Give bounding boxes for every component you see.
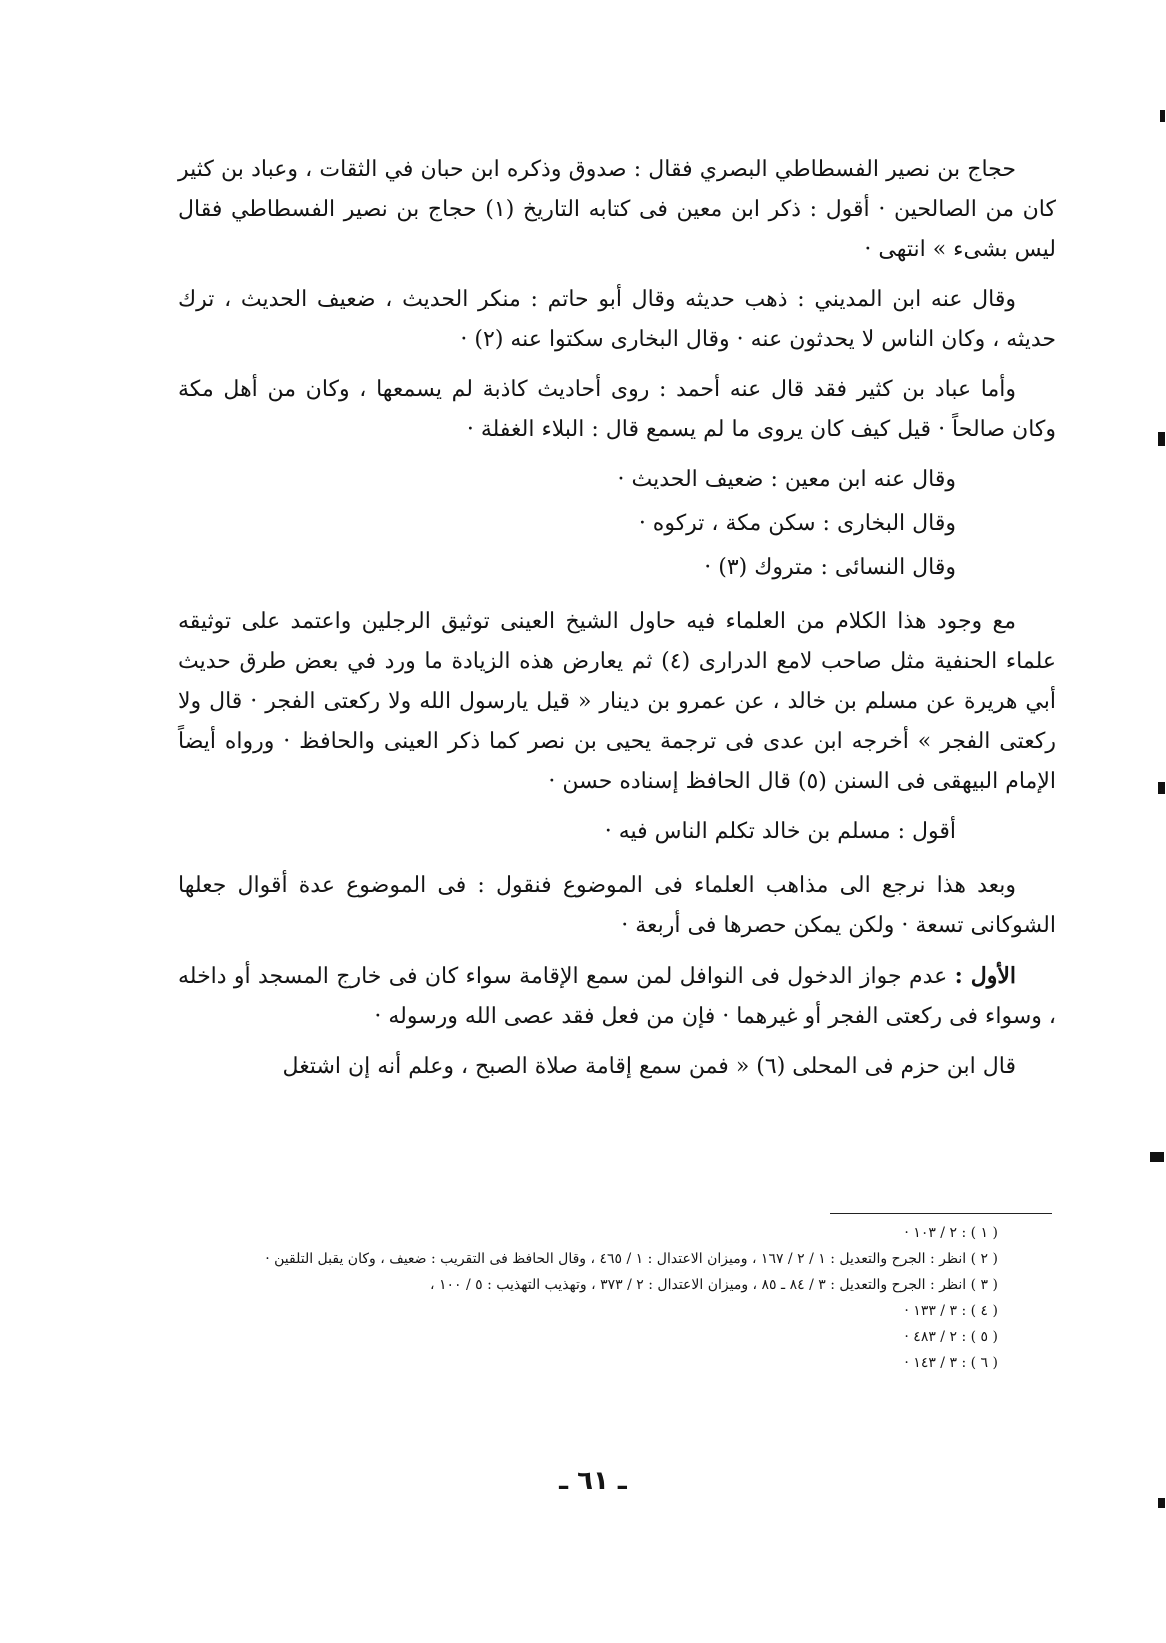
scan-mark: [1158, 1498, 1165, 1508]
paragraph-muslim-bin-khalid: أقول : مسلم بن خالد تكلم الناس فيه ·: [604, 819, 956, 844]
footnote-1: ( ١ ) : ٢ / ١٠٣ ·: [904, 1225, 998, 1241]
paragraph-first-opinion: [178, 956, 1056, 1037]
footnote-divider: [830, 1213, 1052, 1214]
footnote-2: ( ٢ ) انظر : الجرح والتعديل : ١ / ٢ / ١٦٧ ، وميزان الاعتدال : ١ / ٤٦٥ ، وقال الحافظ فى التقريب : ضعيف ، وكان يقبل التلقين ·: [265, 1251, 998, 1267]
paragraph-abbad: وأما عباد بن كثير فقد قال عنه أحمد : روى أحاديث كاذبة لم يسمعها ، وكان من أهل مكة وكان صالحاً · قيل كيف كان يروى ما لم يسمع قال : البلاء الغفلة ·: [178, 377, 1056, 442]
main-text: [178, 150, 1056, 1097]
footnote-4: ( ٤ ) : ٣ / ١٣٣ ·: [904, 1303, 998, 1319]
first-opinion-label: الأول :: [954, 963, 1016, 989]
footnote-5: ( ٥ ) : ٢ / ٤٨٣ ·: [904, 1329, 998, 1345]
paragraph-madhahib: وبعد هذا نرجع الى مذاهب العلماء فى الموضوع فنقول : فى الموضوع عدة أقوال جعلها الشوكانى تسعة · ولكن يمكن حصرها فى أربعة ·: [178, 873, 1056, 938]
page-number: ـ ٦١ ـ: [559, 1466, 627, 1496]
paragraph-ibn-madini: وقال عنه ابن المديني : ذهب حديثه وقال أبو حاتم : منكر الحديث ، ضعيف الحديث ، ترك حديثه ، وكان الناس لا يحدثون عنه · وقال البخارى سكتوا عنه (٢) ·: [178, 287, 1056, 352]
paragraph-aini: مع وجود هذا الكلام من العلماء فيه حاول الشيخ العينى توثيق الرجلين واعتمد على توثيقه علماء الحنفية مثل صاحب لامع الدرارى (٤) ثم يعارض هذه الزيادة ما ورد في بعض طرق حديث أبي هريرة عن مسلم بن خالد ، عن عمرو بن دينار « قيل يارسول الله ولا ركعتى الفجر · قال ولا ركعتى الفجر » أخرجه ابن عدى فى ترجمة يحيى بن نصر كما ذكر العينى والحافظ · ورواه أيضاً الإمام البيهقى فى السنن (٥) قال الحافظ إسناده حسن ·: [178, 609, 1057, 794]
paragraph-ibn-maeen: وقال عنه ابن معين : ضعيف الحديث ·: [617, 467, 956, 492]
paragraph-nasai: وقال النسائى : متروك (٣) ·: [704, 555, 956, 580]
scan-mark: [1158, 782, 1165, 794]
scan-mark: [1158, 432, 1165, 446]
first-opinion-text: عدم جواز الدخول فى النوافل لمن سمع الإقامة سواء كان فى خارج المسجد أو داخله ، وسواء فى ركعتى الفجر أو غيرهما · فإن من فعل فقد عصى الله ورسوله ·: [178, 964, 1056, 1029]
scan-mark: [1150, 1152, 1164, 1162]
paragraph-bukhari: وقال البخارى : سكن مكة ، تركوه ·: [638, 511, 956, 536]
footnote-3: ( ٣ ) انظر : الجرح والتعديل : ٣ / ٨٤ ـ ٨٥ ، وميزان الاعتدال : ٢ / ٣٧٣ ، وتهذيب التهذيب : ٥ / ١٠٠ ،: [429, 1277, 998, 1293]
scan-mark: [1160, 110, 1165, 122]
paragraph-hajjaj: حجاج بن نصير الفسطاطي البصري فقال : صدوق وذكره ابن حبان في الثقات ، وعباد بن كثير كان من الصالحين · أقول : ذكر ابن معين فى كتابه التاريخ (١) حجاج بن نصير الفسطاطي فقال ليس بشىء » انتهى ·: [178, 157, 1056, 262]
footnote-6: ( ٦ ) : ٣ / ١٤٣ ·: [904, 1355, 998, 1371]
footnotes: [178, 1222, 1056, 1378]
paragraph-ibn-hazm: قال ابن حزم فى المحلى (٦) « فمن سمع إقامة صلاة الصبح ، وعلم أنه إن اشتغل: [282, 1054, 1016, 1079]
